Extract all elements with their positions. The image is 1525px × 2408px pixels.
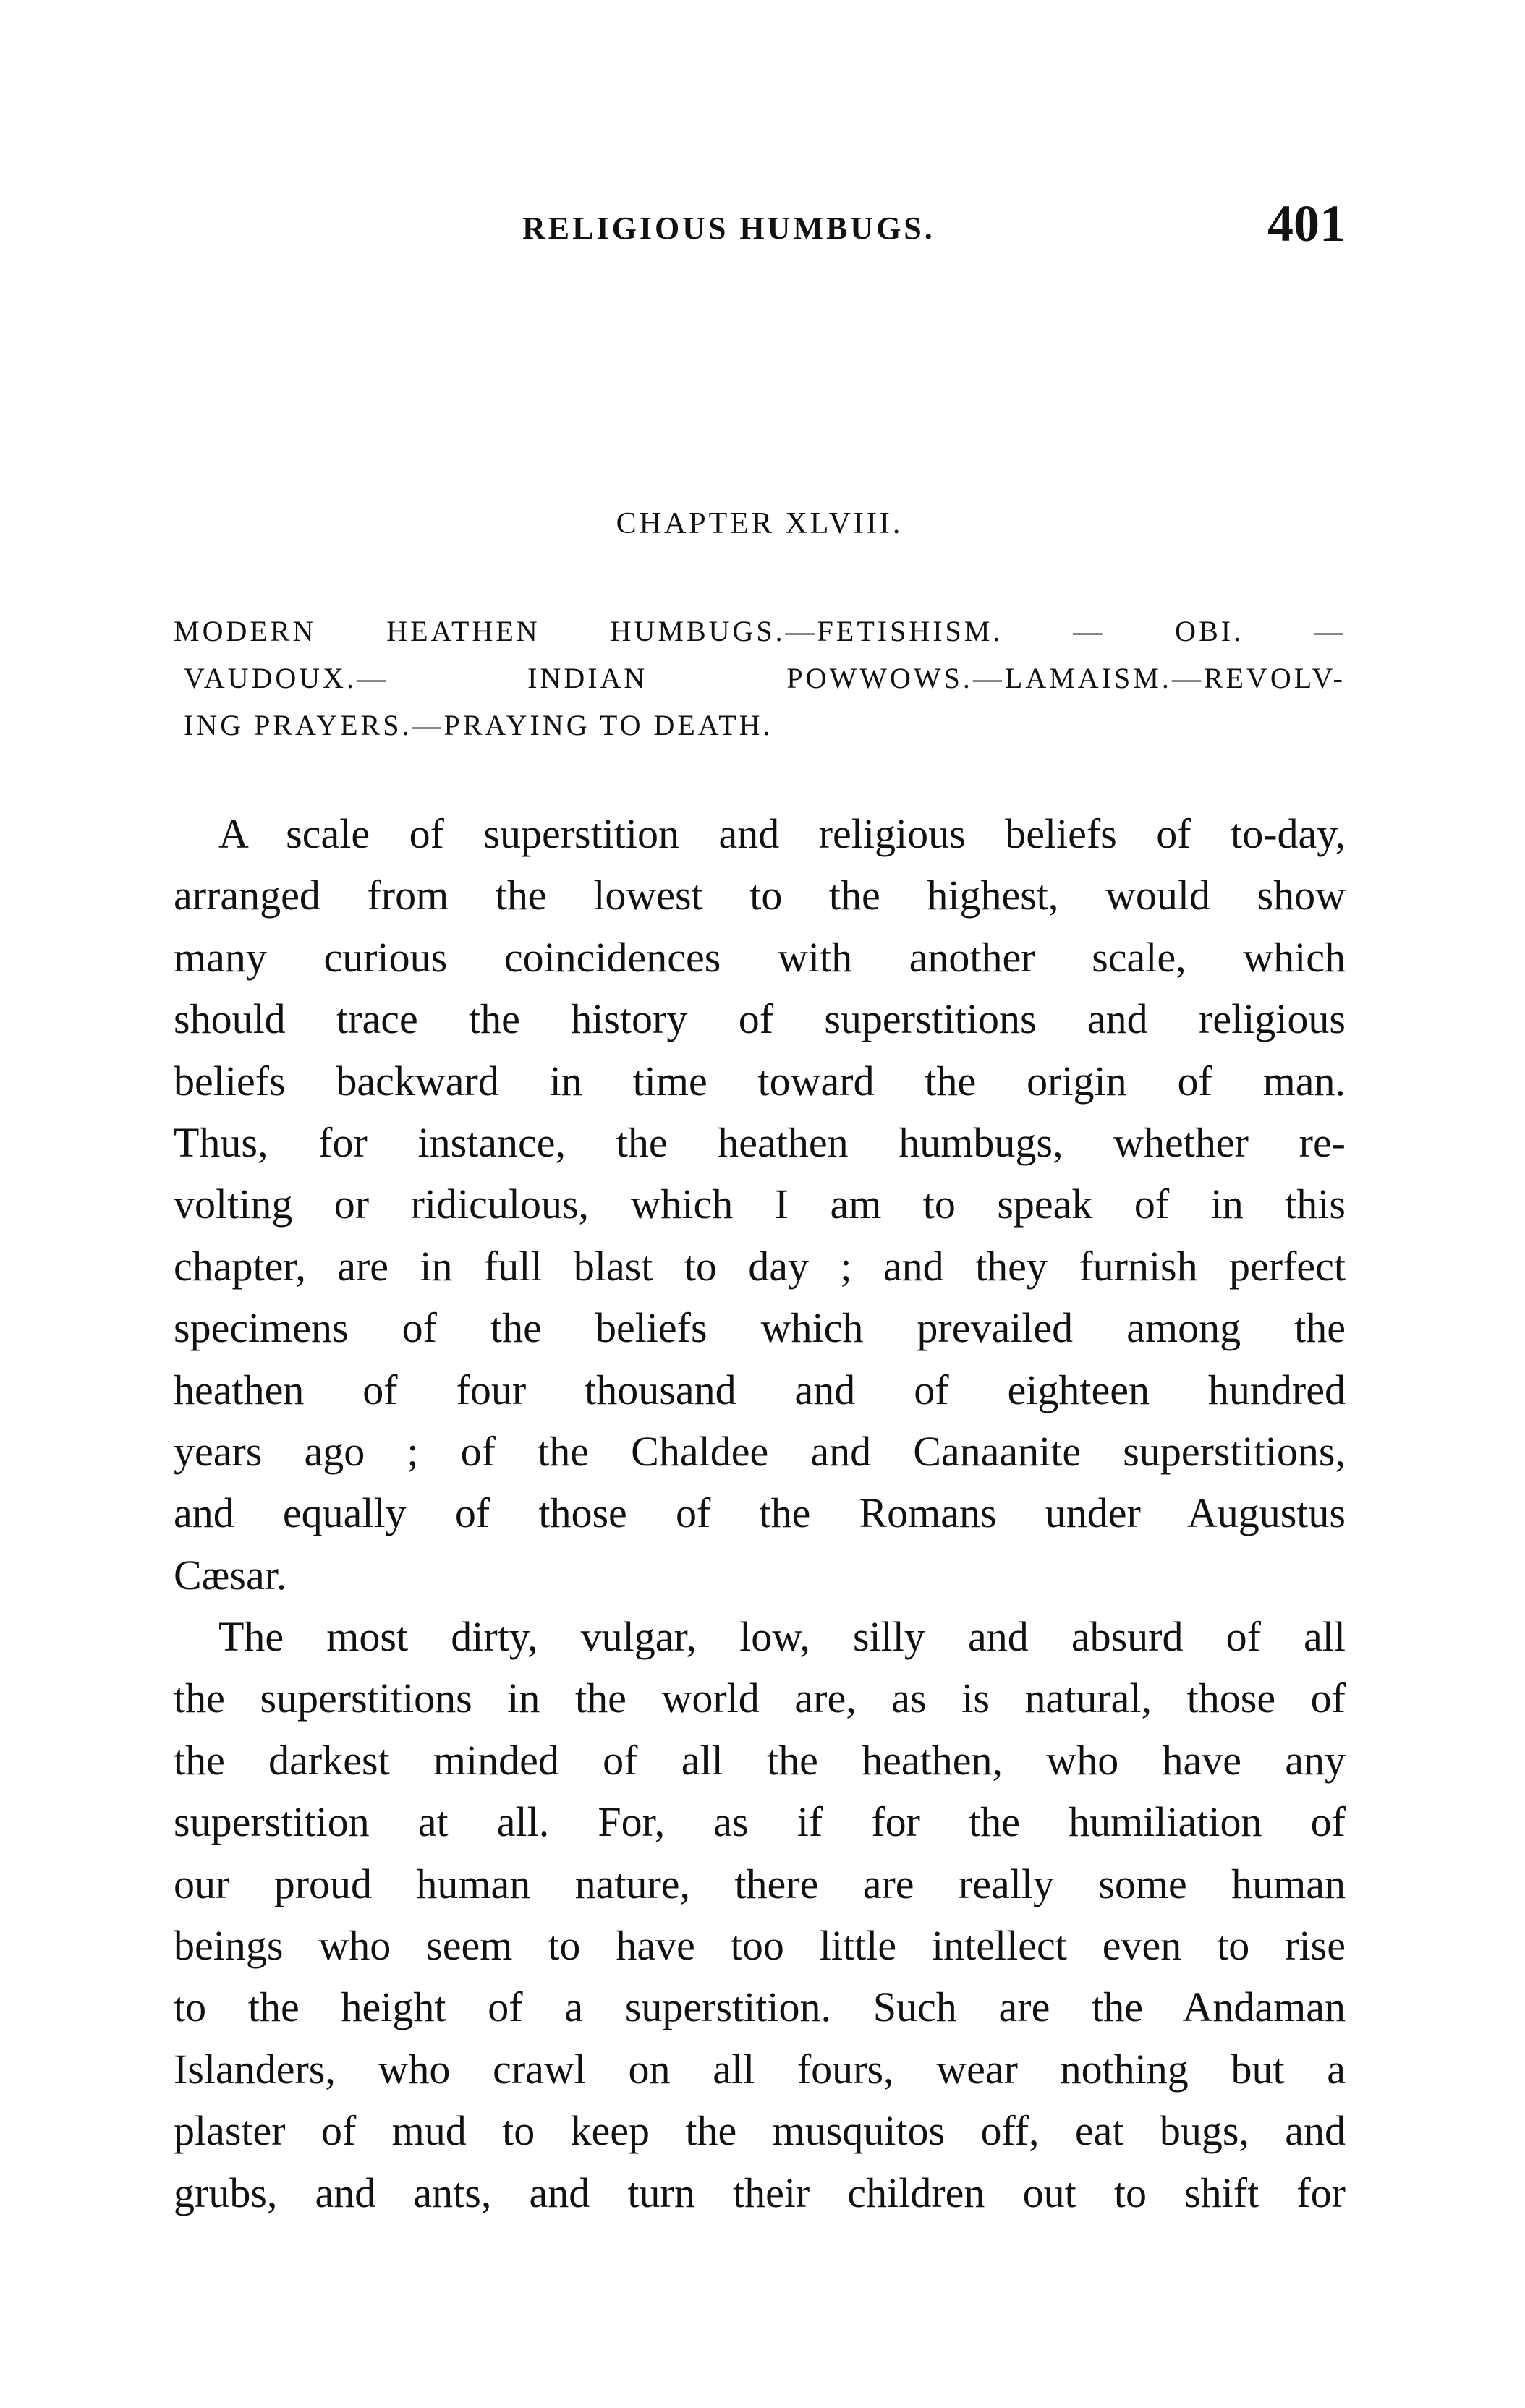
text-line: and equally of those of the Romans under Augustus [174, 1489, 1346, 1537]
text-line: our proud human nature, there are really some human [174, 1860, 1346, 1907]
text-line: Thus, for instance, the heathen humbugs, whether re- [174, 1118, 1346, 1166]
text-line: grubs, and ants, and turn their children out to shift for [174, 2169, 1346, 2216]
running-title: RELIGIOUS HUMBUGS. [522, 210, 935, 246]
running-head [174, 194, 1346, 259]
summary-line: ING PRAYERS.—PRAYING TO DEATH. [184, 709, 773, 741]
text-line: the darkest minded of all the heathen, who have any [174, 1736, 1346, 1784]
text-line: plaster of mud to keep the musquitos off, eat bugs, and [174, 2107, 1346, 2155]
text-line: Cæsar. [174, 1551, 287, 1599]
text-line: A scale of superstition and religious beliefs of to-day, [218, 810, 1346, 857]
text-line: chapter, are in full blast to day ; and they furnish perfect [174, 1242, 1346, 1290]
text-line: should trace the history of superstitions and religious [174, 995, 1346, 1043]
text-line: the superstitions in the world are, as is natural, those of [174, 1675, 1346, 1722]
body-text [174, 803, 1346, 2224]
text-line: volting or ridiculous, which I am to speak of in this [174, 1180, 1346, 1228]
text-line: heathen of four thousand and of eighteen hundred [174, 1366, 1346, 1413]
text-line: The most dirty, vulgar, low, silly and absurd of all [218, 1613, 1346, 1661]
paragraph-2 [174, 1606, 1346, 2224]
text-line: beliefs backward in time toward the origin of man. [174, 1057, 1346, 1105]
chapter-summary [174, 608, 1346, 749]
summary-line: MODERN HEATHEN HUMBUGS.—FETISHISM. — OBI. — [174, 615, 1346, 647]
page-number: 401 [1267, 195, 1346, 252]
text-line: many curious coincidences with another scale, which [174, 933, 1346, 981]
text-line: beings who seem to have too little intellect even to rise [174, 1922, 1346, 1970]
chapter-title: CHAPTER XLVIII. [616, 507, 904, 540]
summary-line: VAUDOUX.— INDIAN POWWOWS.—LAMAISM.—REVOLV- [184, 662, 1346, 694]
text-line: superstition at all. For, as if for the humiliation of [174, 1798, 1346, 1846]
text-line: specimens of the beliefs which prevailed among the [174, 1304, 1346, 1352]
text-line: to the height of a superstition. Such are the Andaman [174, 1983, 1346, 2031]
text-line: arranged from the lowest to the highest, would show [174, 872, 1346, 919]
text-line: years ago ; of the Chaldee and Canaanite superstitions, [174, 1427, 1346, 1475]
text-line: Islanders, who crawl on all fours, wear nothing but a [174, 2045, 1346, 2093]
paragraph-1 [174, 803, 1346, 1606]
